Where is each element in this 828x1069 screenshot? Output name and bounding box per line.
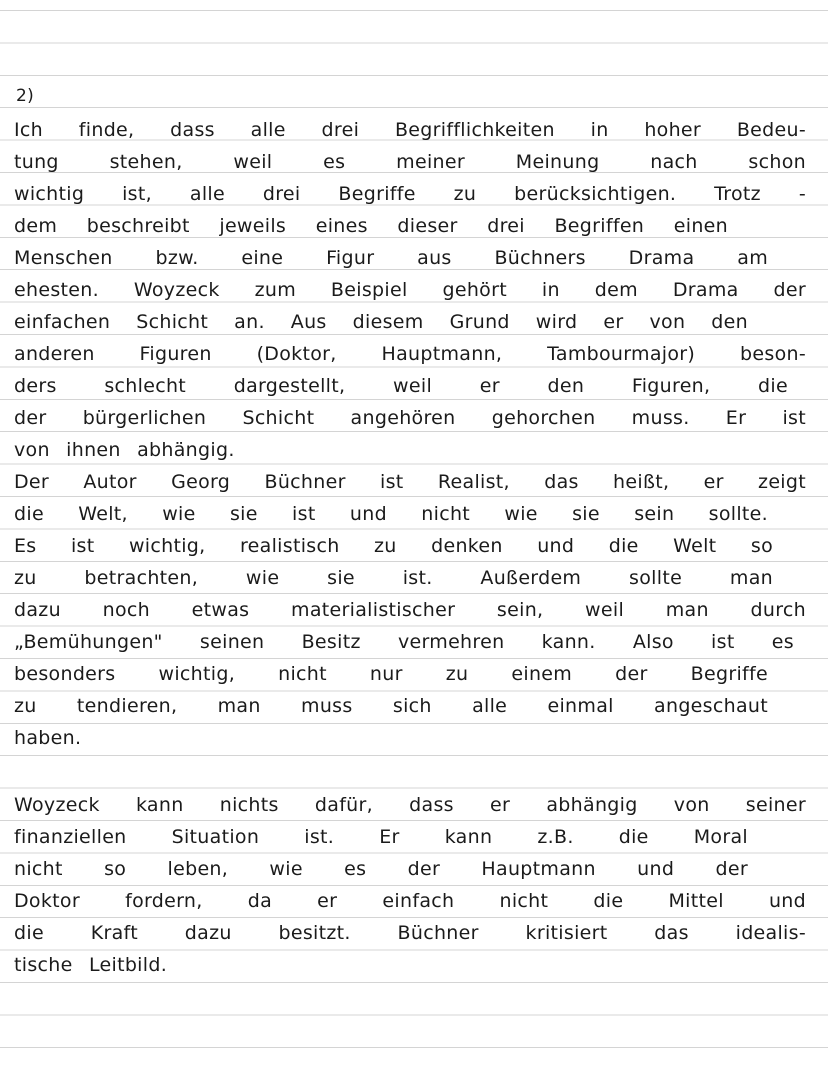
text-line: ders schlecht dargestellt, weil er den Figuren, die [14,375,788,397]
text-line: Doktor fordern, da er einfach nicht die Mittel und [14,890,806,912]
text-line: einfachen Schicht an. Aus diesem Grund wird er von den [14,311,748,333]
text-line: Es ist wichtig, realistisch zu denken und die Welt so [14,535,773,557]
text-line: Ich finde, dass alle drei Begrifflichkeiten in hoher Bedeu- [14,119,806,141]
text-line: die Welt, wie sie ist und nicht wie sie sein sollte. [14,503,768,525]
text-line: dem beschreibt jeweils eines dieser drei Begriffen einen [14,215,728,237]
text-line: wichtig ist, alle drei Begriffe zu berücksichtigen. Trotz - [14,183,806,205]
section-number: 2) [16,86,35,106]
text-line: tische Leitbild. [14,954,168,976]
text-line: finanziellen Situation ist. Er kann z.B. die Moral [14,826,748,848]
text-line: nicht so leben, wie es der Hauptmann und der [14,858,748,880]
text-line: tung stehen, weil es meiner Meinung nach schon [14,151,806,173]
text-line: zu betrachten, wie sie ist. Außerdem sollte man [14,567,773,589]
text-line: von ihnen abhängig. [14,439,235,461]
text-line: der bürgerlichen Schicht angehören gehorchen muss. Er ist [14,407,806,429]
text-line: haben. [14,727,82,749]
text-line: Menschen bzw. eine Figur aus Büchners Drama am [14,247,768,269]
text-line: ehesten. Woyzeck zum Beispiel gehört in dem Drama der [14,279,806,301]
text-line: „Bemühungen" seinen Besitz vermehren kann. Also ist es [14,631,794,653]
text-line: anderen Figuren (Doktor, Hauptmann, Tambourmajor) beson- [14,343,806,365]
text-line: zu tendieren, man muss sich alle einmal angeschaut [14,695,768,717]
text-line: Woyzeck kann nichts dafür, dass er abhängig von seiner [14,794,806,816]
text-line: dazu noch etwas materialistischer sein, weil man durch [14,599,806,621]
text-line: Der Autor Georg Büchner ist Realist, das heißt, er zeigt [14,471,806,493]
text-line: die Kraft dazu besitzt. Büchner kritisiert das idealis- [14,922,806,944]
text-line: besonders wichtig, nicht nur zu einem der Begriffe [14,663,768,685]
